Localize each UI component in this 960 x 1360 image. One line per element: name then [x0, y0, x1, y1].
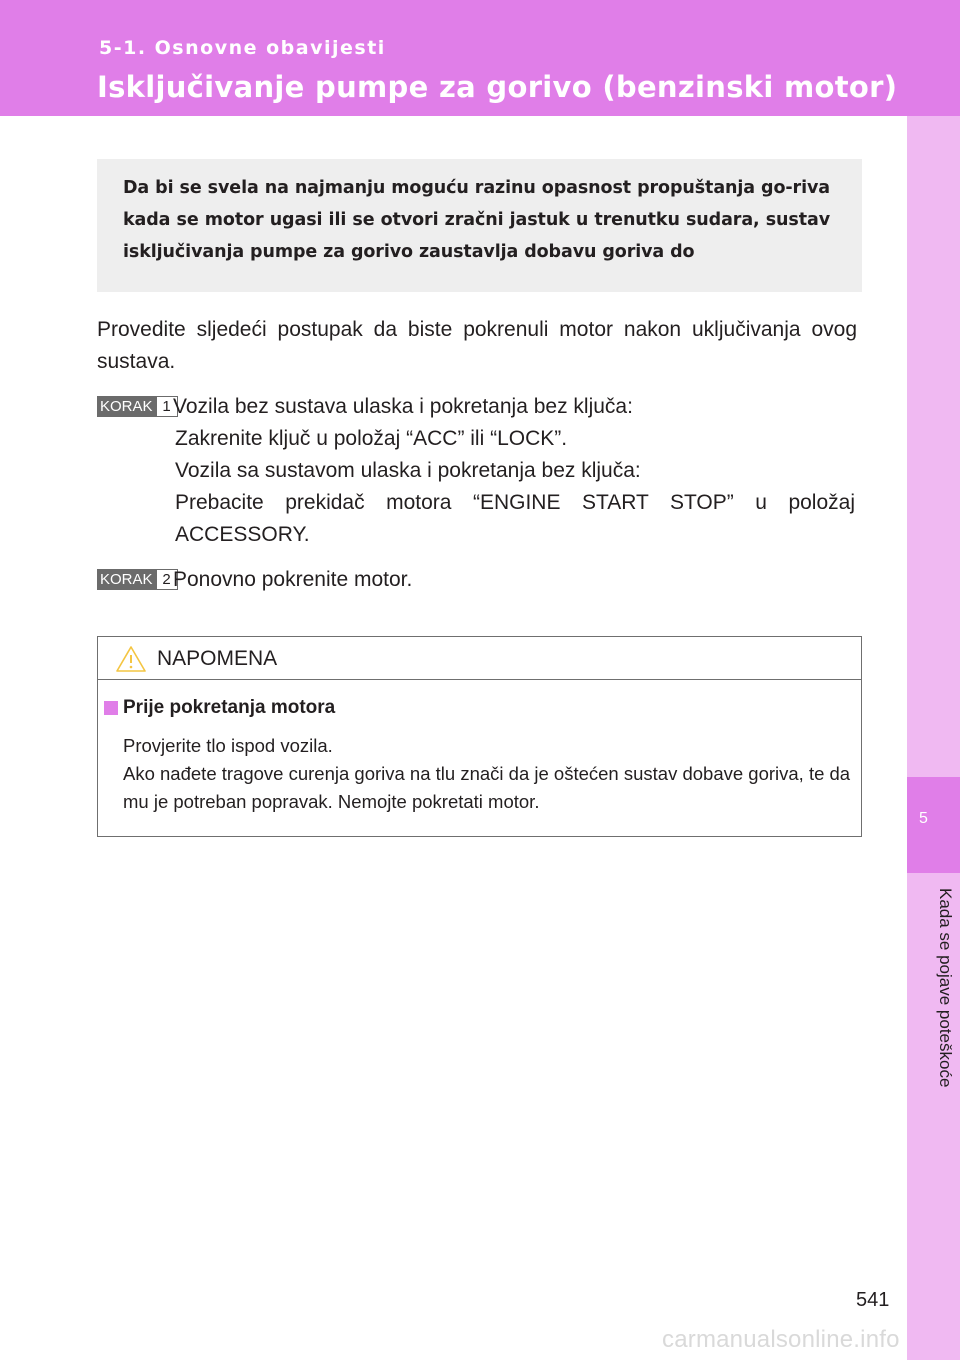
note-title: NAPOMENA — [157, 647, 278, 670]
note-subtitle: Prije pokretanja motora — [123, 697, 336, 718]
step-2-text: Ponovno pokrenite motor. — [173, 568, 413, 591]
intro-box: Da bi se svela na najmanju moguću razinu opasnost propuštanja go-riva kada se motor ugasi ili se otvori zračni jastuk u trenutku sudara, sustav isključivanja pumpe za gorivo zaustavlja dobavu goriva do — [97, 159, 862, 292]
step-badge-number: 2 — [156, 569, 178, 590]
step-1-text: Vozila bez sustava ulaska i pokretanja bez ključa: — [173, 395, 633, 418]
side-tab — [907, 116, 960, 1360]
step-badge-word: KORAK — [97, 396, 156, 417]
step-badge-word: KORAK — [97, 569, 156, 590]
step-1-line: Prebacite prekidač motora “ENGINE START STOP” u položaj — [175, 491, 855, 514]
note-text: Provjerite tlo ispod vozila. Ako nađete tragove curenja goriva na tlu znači da je oštećen sustav dobave goriva, te da mu je potreban popravak. Nemojte pokretati motor. — [123, 735, 851, 812]
step-badge-number: 1 — [156, 396, 178, 417]
note-subtitle-row — [104, 697, 335, 719]
square-bullet-icon — [104, 701, 118, 715]
note-header — [98, 637, 861, 680]
step-1-line: ACCESSORY. — [175, 523, 310, 546]
page-header — [0, 0, 960, 116]
chapter-number: 5 — [919, 810, 928, 827]
page-number: 541 — [856, 1289, 890, 1311]
chapter-title: Kada se pojave poteškoće — [936, 888, 955, 1088]
watermark: carmanualsonline.info — [662, 1326, 900, 1353]
section-label: 5-1. Osnovne obavijesti — [99, 37, 386, 59]
step-badge-2 — [97, 569, 178, 590]
body-paragraph: Provedite sljedeći postupak da biste pokrenuli motor nakon uključivanja ovog sustava. — [97, 318, 857, 373]
step-badge-1 — [97, 396, 178, 417]
warning-icon — [116, 646, 146, 677]
page-title: Isključivanje pumpe za gorivo (benzinski motor) — [97, 70, 898, 104]
note-box — [97, 636, 862, 837]
step-1-line: Zakrenite ključ u položaj “ACC” ili “LOCK”. — [175, 427, 568, 450]
step-1-line: Vozila sa sustavom ulaska i pokretanja bez ključa: — [175, 459, 641, 482]
